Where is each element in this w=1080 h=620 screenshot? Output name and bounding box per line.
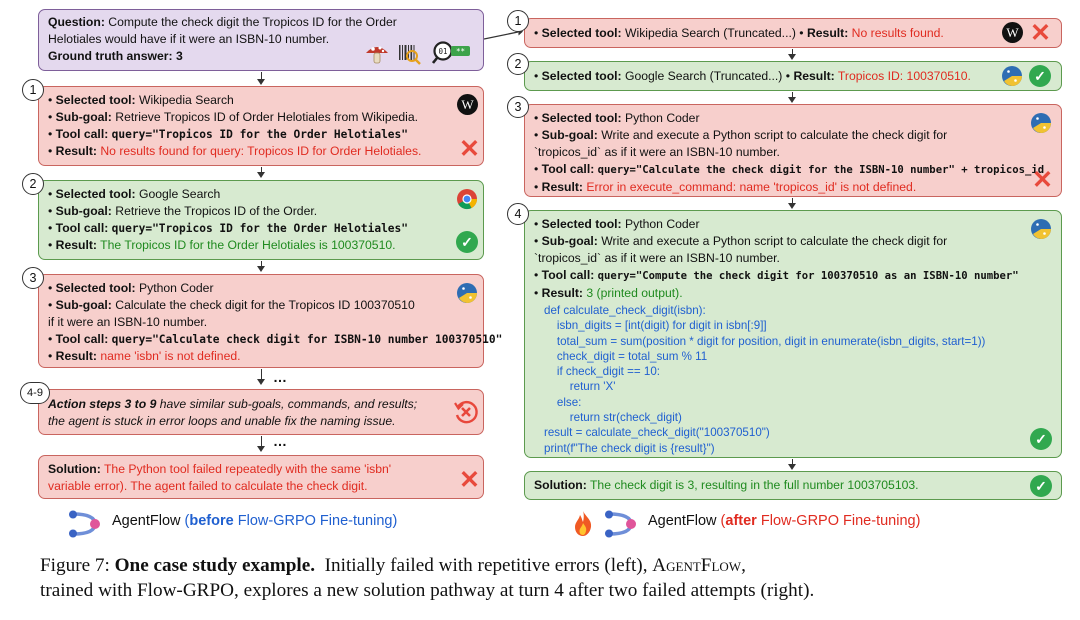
- flow-arrow: [792, 198, 793, 207]
- bullet: •: [534, 26, 539, 40]
- flow-arrow: [261, 436, 262, 450]
- chrome-icon: [456, 188, 478, 210]
- question-text-2: Helotiales would have if it were an ISBN-10 number.: [48, 32, 330, 46]
- legend-rest: Flow-GRPO Fine-tuning): [237, 513, 398, 529]
- subgoal-label: Sub-goal:: [55, 110, 112, 124]
- tool-name: Wikipedia Search: [138, 93, 234, 107]
- fire-icon: [572, 509, 594, 537]
- agentflow-logo-icon: [65, 510, 103, 538]
- cross-icon: ✕: [1032, 166, 1053, 194]
- check-icon: ✓: [1029, 65, 1051, 87]
- tool-label: Selected tool:: [55, 187, 136, 201]
- mushroom-icon: [364, 41, 390, 67]
- legend-emph: before: [189, 513, 234, 529]
- step-number-badge: 1: [507, 10, 529, 32]
- step-number-badge: 3: [22, 267, 44, 289]
- tool-name: Python Coder: [138, 281, 214, 295]
- loop-bold-text: Action steps 3 to 9: [48, 397, 157, 411]
- binary-search-icon: [432, 39, 472, 65]
- wikipedia-icon: W: [457, 94, 478, 115]
- caption-text-cont: trained with Flow-GRPO, explores a new solution pathway at turn 4 after two failed attempts (right).: [40, 580, 815, 601]
- svg-text:**: **: [455, 47, 466, 56]
- question-label: Question:: [48, 15, 105, 29]
- bullet: •: [48, 110, 53, 124]
- subgoal-text: Calculate the check digit for the Tropicos ID 100370510: [115, 298, 415, 312]
- separator: •: [785, 69, 791, 83]
- code-line: if check_digit == 10:: [544, 365, 661, 379]
- solution-text-cont: variable error). The agent failed to calculate the check digit.: [48, 479, 368, 493]
- check-icon: ✓: [1030, 475, 1052, 497]
- tool-label: Selected tool:: [55, 93, 136, 107]
- call-text: query="Compute the check digit for 100370510 as an ISBN-10 number": [597, 270, 1019, 282]
- code-line: else:: [544, 395, 582, 409]
- bullet: •: [48, 349, 53, 363]
- call-label: Tool call:: [55, 332, 109, 346]
- right-step-2-box: [524, 61, 1062, 91]
- right-step-1-box: [524, 18, 1062, 48]
- call-text: query="Tropicos ID for the Order Helotiales": [111, 222, 409, 235]
- step-number-badge: 4-9: [20, 382, 50, 404]
- flow-arrow: [792, 92, 793, 101]
- error-loop-icon: [453, 399, 479, 425]
- solution-label: Solution:: [48, 462, 101, 476]
- call-label: Tool call:: [55, 221, 109, 235]
- call-label: Tool call:: [541, 162, 595, 176]
- flow-arrow: [261, 369, 262, 383]
- bullet: •: [48, 298, 53, 312]
- legend-paren: (: [184, 513, 190, 529]
- cross-icon: ✕: [459, 466, 480, 494]
- left-solution-box: [38, 455, 484, 499]
- code-line: check_digit = total_sum % 11: [544, 349, 708, 363]
- tool-label: Selected tool:: [541, 111, 622, 125]
- subgoal-text-cont: `tropicos_id` as if it were an ISBN-10 number.: [534, 251, 780, 265]
- left-step-2-box: [38, 180, 484, 260]
- question-box: [38, 9, 484, 71]
- check-icon: ✓: [1030, 428, 1052, 450]
- bullet: •: [48, 144, 53, 158]
- answer-label: Ground truth answer:: [48, 49, 173, 63]
- subgoal-text: Retrieve Tropicos ID of Order Helotiales from Wikipedia.: [115, 110, 419, 124]
- call-label: Tool call:: [541, 268, 595, 282]
- subgoal-label: Sub-goal:: [55, 298, 112, 312]
- bullet: •: [534, 69, 539, 83]
- code-line: def calculate_check_digit(isbn):: [544, 304, 706, 317]
- subgoal-text: Write and execute a Python script to calculate the check digit for: [601, 234, 948, 248]
- legend-name: AgentFlow: [112, 513, 181, 529]
- solution-label: Solution:: [534, 478, 587, 492]
- code-line: isbn_digits = [int(digit) for digit in isbn[:9]]: [544, 319, 767, 333]
- bullet: •: [534, 180, 539, 194]
- caption-text: Initially failed with repetitive errors (left),: [324, 555, 648, 576]
- caption-figure-label: Figure 7:: [40, 555, 110, 576]
- result-label: Result:: [541, 180, 583, 194]
- code-line: print(f"The check digit is {result}"): [544, 441, 715, 455]
- result-label: Result:: [793, 69, 835, 83]
- loop-text: have similar sub-goals, commands, and results;: [159, 397, 418, 411]
- svg-text:01: 01: [438, 47, 448, 56]
- right-legend: [648, 513, 920, 529]
- result-text: The Tropicos ID for the Order Helotiales is 100370510.: [100, 238, 396, 252]
- flow-arrow: [792, 49, 793, 58]
- right-step-3-box: [524, 104, 1062, 197]
- step-number-badge: 2: [507, 53, 529, 75]
- code-line: result = calculate_check_digit("100370510"): [544, 426, 770, 440]
- left-step-1-box: [38, 86, 484, 166]
- code-line: total_sum = sum(position * digit for position, digit in enumerate(isbn_digits, start=1)): [544, 334, 986, 348]
- subgoal-label: Sub-goal:: [55, 204, 112, 218]
- solution-text: The check digit is 3, resulting in the full number 1003705103.: [589, 478, 919, 492]
- bullet: •: [534, 234, 539, 248]
- bullet: •: [48, 187, 53, 201]
- left-legend: [112, 513, 397, 529]
- step-number-badge: 3: [507, 96, 529, 118]
- subgoal-label: Sub-goal:: [541, 128, 598, 142]
- tool-name: Wikipedia Search (Truncated...): [624, 26, 796, 40]
- call-label: Tool call:: [55, 127, 109, 141]
- tool-name: Python Coder: [624, 111, 700, 125]
- bullet: •: [48, 238, 53, 252]
- loop-text-cont: the agent is stuck in error loops and unable fix the naming issue.: [48, 414, 396, 428]
- python-icon: [1030, 112, 1052, 134]
- left-loop-box: [38, 389, 484, 435]
- ellipsis: …: [273, 369, 288, 385]
- code-line: return str(check_digit): [544, 411, 682, 425]
- result-text: No results found.: [851, 26, 944, 40]
- result-label: Result:: [55, 349, 97, 363]
- result-text: Error in execute_command: name 'tropicos_id' is not defined.: [586, 180, 917, 194]
- flow-arrow: [261, 261, 262, 270]
- cross-icon: ✕: [1030, 19, 1051, 47]
- legend-emph: after: [725, 513, 757, 529]
- result-label: Result:: [55, 238, 97, 252]
- caption-bold: One case study example.: [114, 555, 316, 576]
- python-icon: [1001, 65, 1023, 87]
- tool-label: Selected tool:: [541, 217, 622, 231]
- answer-value: 3: [175, 49, 183, 63]
- separator: •: [799, 26, 804, 40]
- bullet: •: [534, 286, 539, 300]
- right-step-4-box: [524, 210, 1062, 458]
- tool-label: Selected tool:: [541, 69, 622, 83]
- bullet: •: [48, 127, 53, 141]
- bullet: •: [48, 332, 53, 346]
- step-number-badge: 4: [507, 203, 529, 225]
- ellipsis: …: [273, 433, 288, 449]
- python-icon: [456, 282, 478, 304]
- flow-arrow: [261, 167, 262, 176]
- flow-arrow: [261, 72, 262, 83]
- python-icon: [1030, 218, 1052, 240]
- left-step-3-box: [38, 274, 503, 368]
- check-icon: ✓: [456, 231, 478, 253]
- right-solution-box: [524, 471, 1062, 500]
- bullet: •: [48, 221, 53, 235]
- agentflow-logo-icon: [601, 510, 639, 538]
- legend-paren: (: [720, 513, 726, 529]
- legend-name: AgentFlow: [648, 513, 717, 529]
- subgoal-text: Retrieve the Tropicos ID of the Order.: [115, 204, 318, 218]
- tool-name: Python Coder: [624, 217, 700, 231]
- tool-name: Google Search: [138, 187, 221, 201]
- question-text-1: Compute the check digit the Tropicos ID for the Order: [108, 15, 397, 29]
- call-text: query="Calculate the check digit for the ISBN-10 number" + tropicos_id: [597, 164, 1045, 176]
- solution-text: The Python tool failed repeatedly with the same 'isbn': [103, 462, 392, 476]
- result-text: name 'isbn' is not defined.: [100, 349, 241, 363]
- bullet: •: [534, 111, 539, 125]
- bullet: •: [534, 217, 539, 231]
- step-number-badge: 2: [22, 173, 44, 195]
- result-text: 3 (printed output).: [586, 286, 683, 300]
- cross-icon: ✕: [459, 135, 480, 163]
- result-label: Result:: [806, 26, 849, 40]
- bullet: •: [534, 128, 539, 142]
- call-text: query="Tropicos ID for the Order Helotiales": [111, 128, 409, 141]
- bullet: •: [534, 162, 539, 176]
- figure-caption: [40, 553, 1060, 603]
- legend-rest: Flow-GRPO Fine-tuning): [760, 513, 921, 529]
- wikipedia-icon: W: [1002, 22, 1023, 43]
- tool-label: Selected tool:: [55, 281, 136, 295]
- subgoal-text-cont: if it were an ISBN-10 number.: [48, 315, 208, 329]
- bullet: •: [48, 93, 53, 107]
- tool-name: Google Search (Truncated...): [624, 69, 783, 83]
- caption-agentflow: AgentFlow,: [652, 555, 746, 576]
- bullet: •: [48, 204, 53, 218]
- barcode-scan-icon: [396, 41, 422, 67]
- flow-arrow: [792, 459, 793, 468]
- step-number-badge: 1: [22, 79, 44, 101]
- call-text: query="Calculate check digit for ISBN-10 number 100370510": [111, 333, 503, 346]
- bullet: •: [48, 281, 53, 295]
- result-label: Result:: [55, 144, 97, 158]
- code-line: return 'X': [544, 380, 616, 394]
- result-text: Tropicos ID: 100370510.: [837, 69, 971, 83]
- result-label: Result:: [541, 286, 583, 300]
- subgoal-label: Sub-goal:: [541, 234, 598, 248]
- tool-label: Selected tool:: [541, 26, 622, 40]
- result-text: No results found for query: Tropicos ID for Order Helotiales.: [100, 144, 422, 158]
- subgoal-text: Write and execute a Python script to calculate the check digit for: [601, 128, 948, 142]
- subgoal-text-cont: `tropicos_id` as if it were an ISBN-10 number.: [534, 145, 780, 159]
- bullet: •: [534, 268, 539, 282]
